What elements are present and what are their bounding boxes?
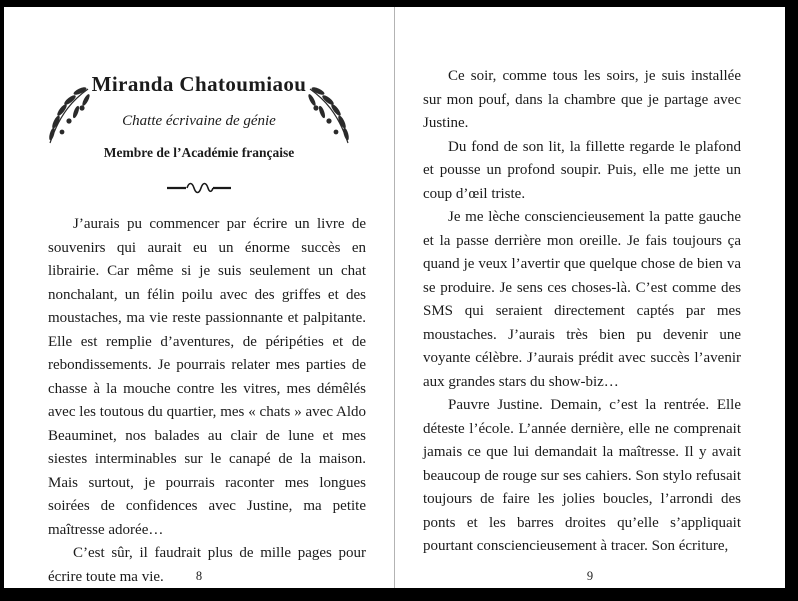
olive-branch-left-icon — [36, 83, 94, 149]
paragraph: Du fond de son lit, la fillette regarde le plafond et pousse un profond soupir. Puis, elle me jette un coup d’œil triste. — [423, 138, 741, 202]
paragraph: C’est sûr, il faudrait plus de mille pages pour écrire toute ma vie. — [48, 545, 366, 585]
page-number-left: 8 — [195, 569, 203, 583]
right-page — [395, 7, 785, 588]
page-number-right: 9 — [586, 569, 594, 583]
paragraph: Je me lèche consciencieusement la patte gauche et la passe derrière mon oreille. Je fais toujours ça quand je veux l’avertir que quelque chose de bien va se produire. Je sens ces choses-là. C’est comme des SMS qui seraient directement captés par mes moustaches. J’aurais très bien pu devenir une voyante célèbre. J’aurais prédit avec succès l’avenir aux grandes stars du show-biz… — [423, 209, 741, 390]
right-page-text — [423, 65, 741, 559]
paragraph: J’aurais pu commencer par écrire un livre de souvenirs qui aurait eu un énorme succès en librairie. Car même si je suis seulement un chat nonchalant, un félin poilu avec des griffes et des moustaches, ma vie reste passionnante et palpitante. Elle est remplie d’aventures, de péripéties et de rebondissements. Je pourrais relater mes parties de chasse à la mouche contre les vitres, mes démêlés avec les toutous du quartier, mes « chats » avec Aldo Beauminet, nos balades au clair de lune et mes siestes interminables sur le canapé de la maison. Mais surtout, je pourrais raconter mes longues soirées de confidences avec Justine, ma petite maîtresse adorée… — [48, 216, 366, 538]
section-divider-icon — [4, 181, 394, 195]
open-book — [4, 7, 785, 588]
chapter-subtitle: Chatte écrivaine de génie — [122, 113, 276, 129]
chapter-title: Miranda Chatoumiaou — [91, 72, 307, 96]
chapter-membership-line: Membre de l’Académie française — [103, 145, 295, 160]
left-page — [4, 7, 394, 588]
olive-branch-right-icon — [304, 83, 362, 149]
paragraph: Ce soir, comme tous les soirs, je suis installée sur mon pouf, dans la chambre que je partage avec Justine. — [423, 68, 741, 131]
chapter-header — [4, 71, 394, 161]
paragraph: Pauvre Justine. Demain, c’est la rentrée. Elle déteste l’école. L’année dernière, elle ne comprenait jamais ce que lui demandait la maîtresse. Il y avait beaucoup de rouge sur ses cahiers. Son stylo refusait toujours de faire les jolies boucles, l’arrondi des ponts et les barres droites qu’elle s’appliquait pourtant consciencieusement à tracer. Son écriture, — [423, 397, 741, 554]
left-page-text — [48, 213, 366, 588]
